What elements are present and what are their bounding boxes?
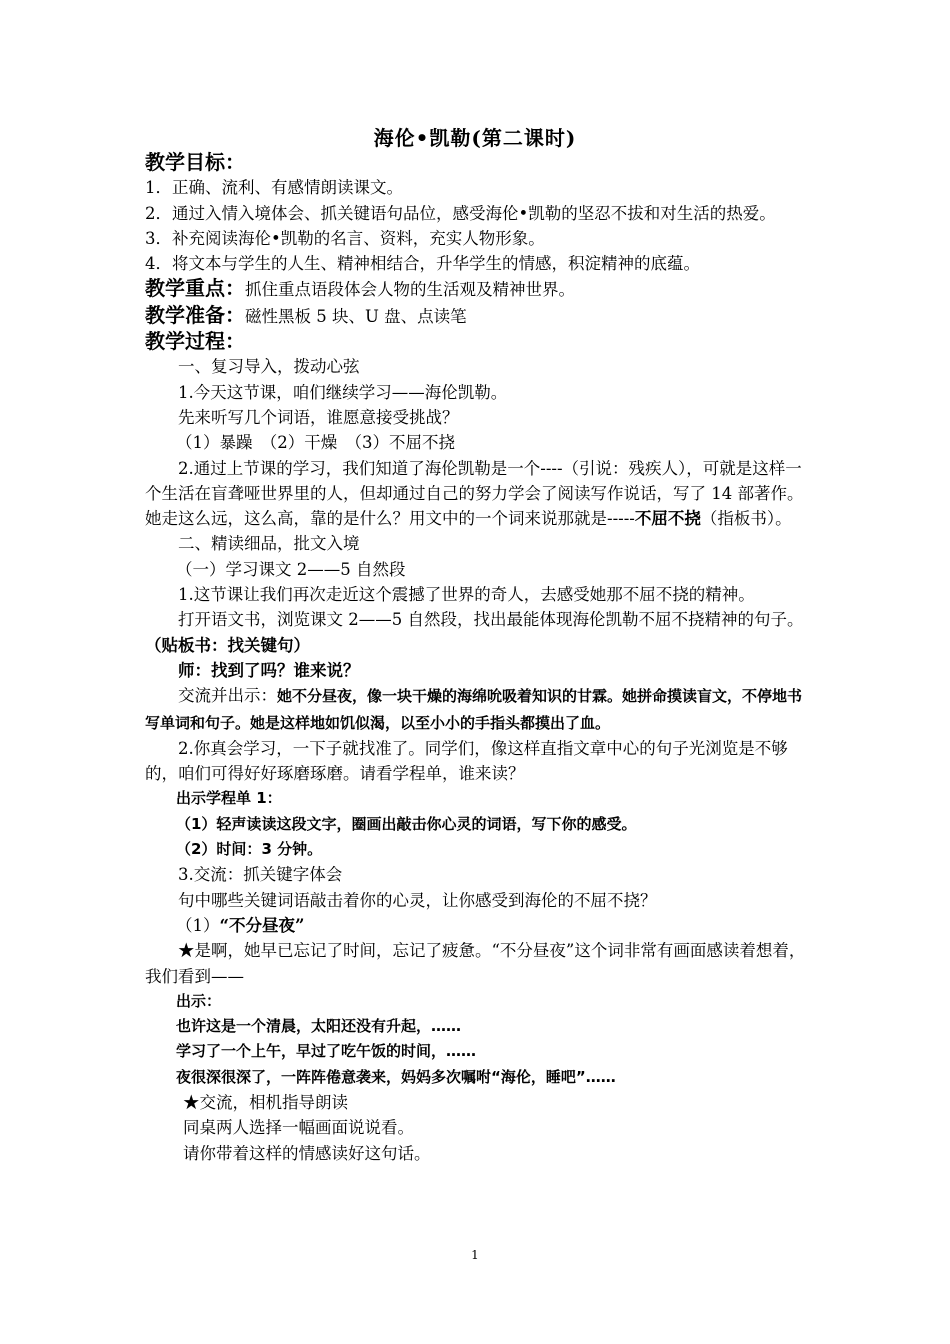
prep-line — [145, 303, 810, 329]
paragraph — [145, 683, 810, 736]
paragraph: 2.你真会学习，一下子就找准了。同学们，像这样直指文章中心的句子光浏览是不够的，咱们可得好好琢磨琢磨。请看学程单，谁来读？ — [145, 738, 788, 784]
page-number: 1 — [471, 1248, 479, 1262]
paragraph: 1.这节课让我们再次走近这个震撼了世界的奇人，去感受她那不屈不挠的精神。 — [178, 585, 755, 605]
paragraph: 1.今天这节课，咱们继续学习——海伦凯勒。 — [178, 382, 508, 402]
paragraph: 3.交流：抓关键字体会 — [178, 865, 343, 885]
goal-item: 4．将文本与学生的人生、精神相结合，升华学生的情感，积淀精神的底蕴。 — [145, 254, 700, 274]
sub-heading: （一）学习课文 2——5 自然段 — [176, 559, 406, 579]
page-title: 海伦•凯勒(第二课时) — [373, 126, 577, 150]
key-sentence: 她不分昼夜，像一块干燥的海绵吮吸着知识的甘霖。她拼命摸读盲文，不停地书写单词和句子。她是这样地如饥似渴，以至小小的手指头都摸出了血。 — [145, 687, 803, 732]
paragraph: ★是啊，她早已忘记了时间，忘记了疲惫。“不分昼夜”这个词非常有画面感读着想着，我们看到—— — [145, 941, 806, 986]
paragraph: 句中哪些关键词语敲击着你的心灵，让你感受到海伦的不屈不挠？ — [178, 890, 657, 910]
paragraph-text: （指板书）。 — [700, 509, 792, 529]
paragraph-text: 2.通过上节课的学习，我们知道了海伦凯勒是一个----（引说：残疾人），可就是这样一个生活在盲聋哑世界里的人，但却通过自己的努力学会了阅读写作说话，写了 14 部著作。她走这么远，这么高，靠的是什么？用文中的一个词来说那就是----- — [145, 458, 804, 529]
keyword-line — [145, 913, 810, 938]
goal-item: 1．正确、流利、有感情朗读课文。 — [145, 178, 403, 198]
dictation-words: （1）暴躁 （2）干燥 （3）不屈不挠 — [176, 433, 455, 453]
teacher-line: 师：找到了吗？谁来说？ — [178, 660, 360, 680]
key-point-text: 抓住重点语段体会人物的生活观及精神世界。 — [245, 280, 575, 300]
keyword: “不分昼夜” — [219, 915, 305, 935]
keyword-label: （1） — [176, 915, 220, 935]
process-heading: 教学过程： — [145, 329, 245, 354]
key-point-line — [145, 276, 810, 302]
show-label: 出示： — [176, 991, 222, 1010]
paragraph-text: 打开语文书，浏览课文 2——5 自然段，找出最能体现海伦凯勒不屈不挠精神的句子。 — [178, 610, 804, 630]
paragraph: ★交流，相机指导朗读 — [183, 1092, 348, 1112]
lesson-content — [145, 150, 810, 1166]
show-item: 夜很深很深了，一阵阵倦意袭来，妈妈多次嘱咐“海伦，睡吧”…… — [176, 1067, 616, 1086]
paragraph: 请你带着这样的情感读好这句话。 — [183, 1143, 431, 1163]
show-item: 学习了一个上午，早过了吃午饭的时间，…… — [176, 1042, 477, 1061]
paragraph — [145, 456, 810, 532]
paragraph: 同桌两人选择一幅画面说说看。 — [183, 1118, 414, 1138]
part2-heading: 二、精读细品，批文入境 — [178, 534, 360, 554]
board-note: （贴板书：找关键句） — [145, 635, 310, 655]
goals-heading: 教学目标： — [145, 150, 245, 174]
key-point-label: 教学重点： — [145, 276, 245, 301]
worksheet-item: （2）时间：3 分钟。 — [176, 840, 323, 859]
paragraph — [145, 607, 810, 658]
goal-item: 2．通过入情入境体会、抓关键语句品位，感受海伦•凯勒的坚忍不拔和对生活的热爱。 — [145, 203, 776, 223]
share-label: 交流并出示： — [178, 686, 277, 706]
prep-text: 磁性黑板 5 块、U 盘、点读笔 — [245, 306, 467, 326]
prep-label: 教学准备： — [145, 302, 245, 327]
board-keyword: 不屈不挠 — [634, 509, 701, 529]
worksheet-title: 出示学程单 1： — [176, 789, 282, 808]
goal-item: 3．补充阅读海伦•凯勒的名言、资料，充实人物形象。 — [145, 228, 545, 248]
worksheet-item: （1）轻声读读这段文字，圈画出敲击你心灵的词语，写下你的感受。 — [176, 814, 637, 833]
part1-heading: 一、复习导入，拨动心弦 — [178, 357, 360, 377]
paragraph: 先来听写几个词语，谁愿意接受挑战？ — [178, 407, 459, 427]
show-item: 也许这是一个清晨，太阳还没有升起，…… — [176, 1017, 462, 1036]
